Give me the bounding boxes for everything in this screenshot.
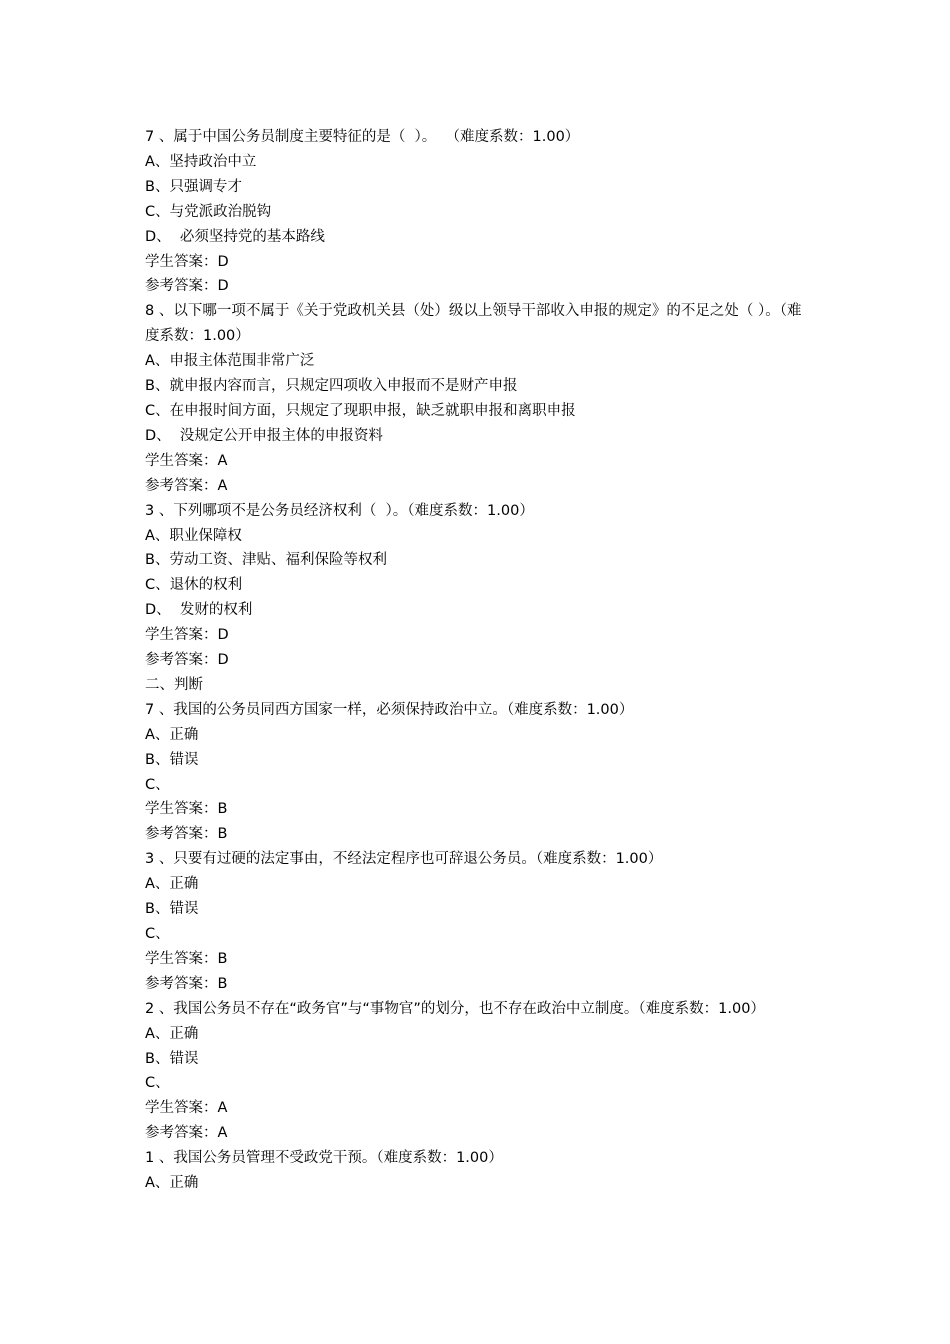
question-text: 1 、我国公务员管理不受政党干预。（难度系数：1.00） xyxy=(145,1150,503,1167)
answer-option: C、 xyxy=(145,1075,170,1092)
reference-answer: 参考答案：D xyxy=(145,278,229,295)
answer-option: D、 没规定公开申报主体的申报资料 xyxy=(145,427,383,444)
reference-answer: 参考答案：A xyxy=(145,1125,228,1142)
question-text: 7 、属于中国公务员制度主要特征的是（ ）。 （难度系数：1.00） xyxy=(145,129,580,145)
student-answer: 学生答案：B xyxy=(145,801,228,818)
student-answer: 学生答案：D xyxy=(145,253,229,270)
answer-option: D、 必须坚持党的基本路线 xyxy=(145,228,325,245)
answer-option: A、正确 xyxy=(145,876,199,893)
answer-option: A、坚持政治中立 xyxy=(145,153,257,170)
answer-option: B、错误 xyxy=(145,901,199,918)
question-text: 2 、我国公务员不存在“政务官”与“事物官”的划分，也不存在政治中立制度。（难度系数：1.00） xyxy=(145,1000,765,1017)
student-answer: 学生答案：B xyxy=(145,950,228,967)
answer-option: C、在申报时间方面，只规定了现职申报，缺乏就职申报和离职申报 xyxy=(145,402,576,419)
answer-option: B、错误 xyxy=(145,1050,199,1067)
answer-option: C、 xyxy=(145,776,170,793)
answer-option: B、错误 xyxy=(145,751,199,768)
answer-option: B、只强调专才 xyxy=(145,178,242,195)
answer-option: A、申报主体范围非常广泛 xyxy=(145,353,315,370)
answer-option: B、劳动工资、津贴、福利保险等权利 xyxy=(145,552,387,569)
question-text: 7 、我国的公务员同西方国家一样，必须保持政治中立。（难度系数：1.00） xyxy=(145,701,634,718)
answer-option: C、 xyxy=(145,926,170,942)
reference-answer: 参考答案：B xyxy=(145,826,228,843)
question-text: 8 、以下哪一项不属于《关于党政机关县（处）级以上领导干部收入申报的规定》的不足之处（ ）。（难度系数：1.00） xyxy=(145,303,802,345)
answer-option: A、职业保障权 xyxy=(145,527,242,544)
reference-answer: 参考答案：D xyxy=(145,652,229,669)
student-answer: 学生答案：A xyxy=(145,452,228,469)
answer-option: C、退休的权利 xyxy=(145,577,243,594)
student-answer: 学生答案：A xyxy=(145,1100,228,1117)
student-answer: 学生答案：D xyxy=(145,627,229,644)
answer-option: D、 发财的权利 xyxy=(145,602,253,619)
answer-option: B、就申报内容而言，只规定四项收入申报而不是财产申报 xyxy=(145,378,518,395)
answer-option: A、正确 xyxy=(145,1175,199,1192)
question-text: 3 、下列哪项不是公务员经济权利（ ）。（难度系数：1.00） xyxy=(145,502,534,519)
answer-option: A、正确 xyxy=(145,1025,199,1042)
document-body xyxy=(145,125,815,1196)
reference-answer: 参考答案：B xyxy=(145,975,228,992)
answer-option: C、与党派政治脱钩 xyxy=(145,203,272,220)
section-heading: 二、判断 xyxy=(145,676,203,693)
reference-answer: 参考答案：A xyxy=(145,477,228,494)
answer-option: A、正确 xyxy=(145,726,199,743)
question-text: 3 、只要有过硬的法定事由，不经法定程序也可辞退公务员。（难度系数：1.00） xyxy=(145,851,663,868)
